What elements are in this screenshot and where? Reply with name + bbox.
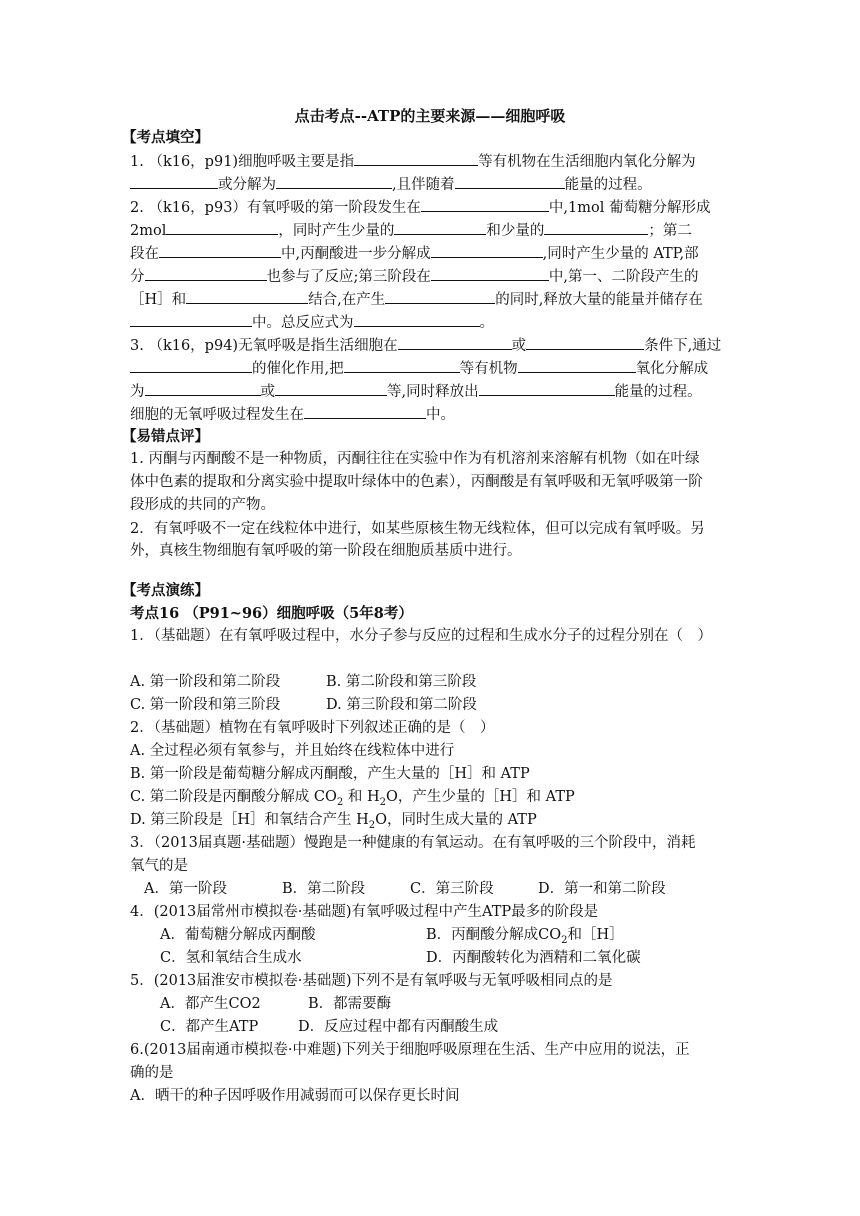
answer-blank[interactable] (354, 151, 478, 166)
answer-blank[interactable] (130, 358, 252, 373)
answer-blank[interactable] (518, 358, 636, 373)
option-a[interactable]: A．葡萄糖分解成丙酮酸 (160, 927, 316, 943)
fill-q2-line2: 2mol ，同时产生少量的 和少量的 ；第二 (130, 220, 692, 241)
section-heading-fill: 【考点填空】 (122, 129, 209, 146)
question-1-options-row2 (130, 695, 477, 715)
error-note-2-line2: 外，真核生物细胞有氧呼吸的第一阶段在细胞质基质中进行。 (130, 543, 522, 559)
answer-blank[interactable] (455, 174, 565, 189)
option-a[interactable]: A．晒干的种子因呼吸作用减弱而可以保存更长时间 (130, 1088, 460, 1104)
answer-blank[interactable] (130, 312, 252, 327)
question-1-stem: 1．（基础题）在有氧呼吸过程中，水分子参与反应的过程和生成水分子的过程分别在（ ） (130, 628, 712, 644)
page-title: 点击考点--ATP的主要来源——细胞呼吸 (294, 107, 566, 125)
option-b[interactable]: B．丙酮酸分解成$CO_2$和［H］ (426, 927, 624, 946)
question-3-stem-line2: 氧气的是 (130, 858, 188, 874)
option-c[interactable]: C．都产生ATP (160, 1019, 259, 1035)
fill-q2-line1: 2. （k16，p93）有氧呼吸的第一阶段发生在 中,1mol 葡萄糖分解形成 (130, 197, 710, 218)
question-4-stem: 4．(2013届常州市模拟卷·基础题)有氧呼吸过程中产生ATP最多的阶段是 (130, 904, 599, 920)
fill-q1-line1: 1. （k16，p91)细胞呼吸主要是指 等有机物在生活细胞内氧化分解为 (130, 151, 696, 172)
fill-q3-line3: 为 或 等,同时释放出 能量的过程。 (130, 381, 702, 402)
answer-blank[interactable] (431, 266, 549, 281)
answer-blank[interactable] (421, 197, 549, 212)
fill-q3-line4: 细胞的无氧呼吸过程发生在 中。 (130, 404, 455, 425)
answer-blank[interactable] (276, 174, 392, 189)
fill-q1-line2: 或分解为 ,且伴随着 能量的过程。 (130, 174, 652, 195)
section-heading-practice: 【考点演练】 (122, 582, 209, 599)
answer-blank[interactable] (166, 220, 278, 235)
fill-q3-line2: 的催化作用,把 等有机物 氧化分解成 (130, 358, 708, 379)
option-d[interactable]: D．反应过程中都有丙酮酸生成 (298, 1019, 499, 1035)
fill-q2-line4: 分 也参与了反应;第三阶段在 中,第一、二阶段产生的 (130, 266, 699, 287)
question-2-stem: 2．（基础题）植物在有氧呼吸时下列叙述正确的是（ ） (130, 720, 495, 736)
option-c[interactable]: C．第三阶段 (410, 881, 494, 897)
answer-blank[interactable] (344, 358, 460, 373)
answer-blank[interactable] (354, 312, 480, 327)
question-4-options-row1 (160, 925, 624, 951)
option-c[interactable]: C. 第一阶段和第三阶段 (130, 697, 281, 713)
option-d[interactable]: D．第一和第二阶段 (538, 881, 666, 897)
error-note-2-line1: 2．有氧呼吸不一定在线粒体中进行，如某些原核生物无线粒体，但可以完成有氧呼吸。另 (130, 521, 705, 537)
question-5-stem: 5．(2013届淮安市模拟卷·基础题)下列不是有氧呼吸与无氧呼吸相同点的是 (130, 973, 613, 989)
answer-blank[interactable] (130, 174, 218, 189)
answer-blank[interactable] (431, 243, 543, 258)
option-b[interactable]: B. 第一阶段是葡萄糖分解成丙酮酸，产生大量的［H］和 ATP (130, 766, 530, 782)
answer-blank[interactable] (385, 289, 495, 304)
answer-blank[interactable] (304, 404, 426, 419)
answer-blank[interactable] (159, 243, 281, 258)
option-d[interactable]: D. 第三阶段是［H］和氧结合产生 $H_2O$，同时生成大量的 ATP (130, 812, 537, 831)
option-a[interactable]: A．第一阶段 (144, 881, 227, 897)
fill-q2-line6: 中。总反应式为 。 (130, 312, 494, 333)
option-c[interactable]: C. 第二阶段是丙酮酸分解成 $CO_2$ 和 $H_2O$，产生少量的［H］和 ATP (130, 789, 575, 808)
question-6-stem-line2: 确的是 (130, 1065, 174, 1081)
question-4-options-row2 (160, 948, 641, 968)
answer-blank[interactable] (275, 381, 387, 396)
option-d[interactable]: D. 第三阶段和第二阶段 (326, 697, 477, 713)
question-6-stem-line1: 6.(2013届南通市模拟卷·中难题)下列关于细胞呼吸原理在生活、生产中应用的说法，正 (130, 1042, 690, 1058)
fill-q3-line1: 3. （k16，p94)无氧呼吸是指生活细胞在 或 条件下,通过 (130, 335, 721, 356)
error-note-1-line1: 1. 丙酮与丙酮酸不是一种物质，丙酮往往在实验中作为有机溶剂来溶解有机物（如在叶绿 (130, 451, 700, 467)
option-b[interactable]: B．都需要酶 (308, 996, 392, 1012)
option-a[interactable]: A. 全过程必须有氧参与，并且始终在线粒体中进行 (130, 743, 455, 759)
question-1-options-row1 (130, 672, 476, 692)
option-c[interactable]: C．氢和氧结合生成水 (160, 950, 302, 966)
option-d[interactable]: D．丙酮酸转化为酒精和二氧化碳 (426, 950, 641, 966)
answer-blank[interactable] (479, 381, 615, 396)
question-5-options-row2 (160, 1017, 498, 1037)
option-a[interactable]: A. 第一阶段和第二阶段 (130, 674, 281, 690)
option-b[interactable]: B. 第二阶段和第三阶段 (326, 674, 477, 690)
question-5-options-row1 (160, 994, 391, 1014)
question-3-stem-line1: 3．（2013届真题·基础题）慢跑是一种健康的有氧运动。在有氧呼吸的三个阶段中，消耗 (130, 835, 696, 851)
topic-heading: 考点16 （P91~96）细胞呼吸（5年8考） (130, 605, 413, 622)
answer-blank[interactable] (398, 335, 512, 350)
answer-blank[interactable] (526, 335, 644, 350)
fill-q2-line3: 段在 中,丙酮酸进一步分解成 ,同时产生少量的 ATP,部 (130, 243, 699, 264)
error-note-1-line3: 段形成的共同的产物。 (130, 497, 275, 513)
answer-blank[interactable] (145, 266, 267, 281)
option-b[interactable]: B．第二阶段 (282, 881, 366, 897)
option-a[interactable]: A．都产生CO2 (160, 996, 261, 1012)
section-heading-errors: 【易错点评】 (122, 428, 209, 445)
answer-blank[interactable] (186, 289, 308, 304)
answer-blank[interactable] (145, 381, 261, 396)
answer-blank[interactable] (394, 220, 486, 235)
question-3-options (144, 879, 666, 899)
answer-blank[interactable] (544, 220, 648, 235)
fill-q2-line5: ［H］和 结合,在产生 的同时,释放大量的能量并储存在 (130, 289, 703, 310)
error-note-1-line2: 体中色素的提取和分离实验中提取叶绿体中的色素），丙酮酸是有氧呼吸和无氧呼吸第一阶 (130, 474, 703, 490)
